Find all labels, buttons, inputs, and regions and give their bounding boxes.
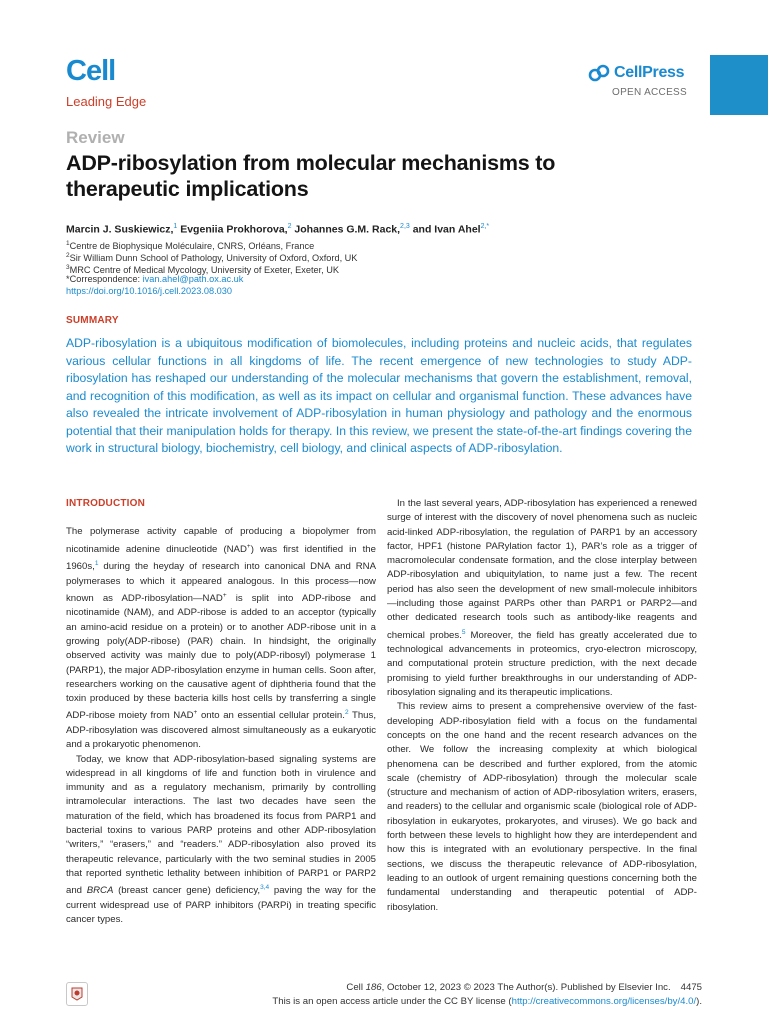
body-paragraph: The polymerase activity capable of producing a biopolymer from nicotinamide adenine dinucleotide (NAD+) was first identified in the 1960s,$^1$ during the heyday of research into canonical DNA and RNA polymerases to which it appeared analogous. In this process—now known as ADP-ribosylation—NAD+ is split into ADP-ribose and nicotinamide (NAM), and ADP-ribose is added to an acceptor (typically an amino-acid residue on a protein) or to another ADP-ribose unit in a growing poly(ADP-ribose) (PAR) chain. In hindsight, the originally observed activity was mainly due to poly(ADP-ribosyl) polymerase 1 (PARP1), the major ADP-ribosylation enzyme in human cells. Soon after, researchers working on the causative agent of diphtheria found that the toxin produced by these bacteria kills host cells by transferring a single ADP-ribose moiety from NAD+ onto an essential cellular protein.$^2$ Thus, ADP-ribosylation was discovered almost simultaneously as a eukaryotic and a prokaryotic phenomenon. [66,526,377,751]
license-text-end: ). [696,996,702,1007]
footer-volume: 186 [365,982,382,993]
check-for-updates-icon[interactable] [66,982,88,1006]
author-affil-ref[interactable]: 1 [173,223,178,230]
body-paragraph: This review aims to present a comprehensive overview of the fast-developing ADP-ribosylation field with a focus on the fundamental concepts on the one hand and the recent research advances on the other. We follow the increasing complexity at which biological phenomena can be described and further explored, from the atomic scale (chemistry of ADP-ribosylation) through the molecular scale (structure and mechanism of action of ADP-ribosylation writers, erasers, and readers) to the cellular and organismic scale (biological role of ADP-ribosylation in eukaryotes, prokaryotes, and viruses). We go back and forth between these levels to highlight how they are interdependent and how this is integrated with an evolutionary perspective. In the final sections, we discuss the therapeutic relevance of ADP-ribosylation, leading to an outlook of urgent remaining questions concerning both the fundamental understanding and therapeutic potential of ADP-ribosylation. [387,701,697,913]
publisher-name: CellPress [614,64,685,81]
section-label: Leading Edge [66,94,147,109]
author-name: Evgeniia Prokhorova, [180,223,288,236]
cellpress-logo-icon [588,64,610,82]
author-name: Marcin J. Suskiewicz, [66,223,174,236]
affiliation-text: MRC Centre of Medical Mycology, University of Exeter, Exeter, UK [69,265,340,276]
license-text: This is an open access article under the CC BY license ( [272,996,512,1007]
body-paragraph: Today, we know that ADP-ribosylation-based signaling systems are widespread in all kingdoms of life and function both in virulence and immunity and as a regulatory mechanism, primarily by controlling intramolecular interactions. The last two decades have seen the maturation of the field, which has broadened its focus from PARP1 and bacterial toxins to various PARP proteins and other ADP-ribosylation “writers,” “erasers,” and “readers.” ADP-ribosylation also proved its therapeutic relevance, particularly with the two seminal studies in 2005 that reported synthetic lethality between inhibition of PARP1 or PARP2 and BRCA (breast cancer gene) deficiency,$^{3,4}$ paving the way for the current widespread use of PARP inhibitors (PARPi) in treating specific cancer types. [66,753,376,925]
open-access-label: OPEN ACCESS [612,87,687,98]
correspondence-label: *Correspondence: [66,274,143,284]
citation-ref[interactable]: 2 [344,709,349,717]
author-name: and Ivan Ahel [412,223,481,236]
publisher-logo[interactable] [588,64,684,82]
article-title: ADP-ribosylation from molecular mechanisms to therapeutic implications [66,151,556,201]
affiliation-number: 3 [66,264,70,271]
license-footer [272,996,702,1007]
affiliation-text: Sir William Dunn School of Pathology, University of Oxford, Oxford, UK [69,253,358,264]
page-number: 4475 [680,982,702,993]
footer-copyright: , October 12, 2023 © 2023 The Author(s). Published by Elsevier Inc. [381,982,671,993]
summary-heading: SUMMARY [66,315,119,326]
author-affil-ref[interactable]: 2,3 [400,223,410,230]
author-affil-ref[interactable]: 2,* [480,223,490,230]
summary-text: ADP-ribosylation is a ubiquitous modification of biomolecules, including proteins and nucleic acids, that regulates various cellular functions in all kingdoms of life. The recent emergence of new technologies to study ADP-ribosylation has reshaped our understanding of the molecular mechanisms that govern the establishment, removal, and recognition of this modification, as well as its impact on cellular and organismal function. These advances have also revealed the intricate involvement of ADP-ribosylation in human physiology and pathology and the enormous potential that their manipulation holds for therapy. In this review, we present the state-of-the-art findings covering the work in structural biology, biochemistry, cell biology, and clinical aspects of ADP-ribosylation. [66,336,692,455]
citation-ref[interactable]: 5 [461,628,466,636]
author-affil-ref[interactable]: 2 [287,223,292,230]
body-column-right [387,497,697,915]
author-name: Johannes G.M. Rack, [294,223,401,236]
article-type: Review [66,128,125,147]
affiliation-number: 1 [66,240,70,247]
affiliation-text: Centre de Biophysique Moléculaire, CNRS, Orléans, France [69,241,315,252]
correspondence-email-link[interactable]: ivan.ahel@path.ox.ac.uk [142,274,244,284]
introduction-heading: INTRODUCTION [66,498,146,509]
body-column-left [66,497,376,927]
side-color-tab [710,55,768,115]
body-paragraph: In the last several years, ADP-ribosylation has experienced a renewed surge of interest with the discovery of novel phenomena such as nucleic acid-linked ADP-ribosylation, the regulation of PARP1 by an accessory factor, HPF1 (histone PARylation factor 1), PAR’s role as a trigger of macromolecular condensate formation, and the close interplay between ADP-ribosylation and ubiquitylation, to name just a few. The recent period has also seen the development of new small-molecule inhibitors—including those against PARPs other than PARP1 or PARP2—and other dedicated research tools such as antibody-like reagents and chemical probes.$^5$ Moreover, the field has greatly accelerated due to technological advancements in proteomics, cryo-electron microscopy, and computational protein structure prediction, with the next decade promising to yield further breakthroughs in our understanding of ADP-ribosylation signaling and its therapeutic implications. [387,498,697,699]
license-link[interactable]: http://creativecommons.org/licenses/by/4.0/ [511,996,697,1007]
footer-journal: Cell [346,982,366,993]
citation-ref[interactable]: 3,4 [260,884,270,892]
citation-ref[interactable]: 1 [94,560,99,568]
affiliation-number: 2 [66,252,70,259]
author-list [66,223,489,236]
journal-logo: Cell [66,55,116,87]
doi-link[interactable]: https://doi.org/10.1016/j.cell.2023.08.030 [66,286,233,296]
doi-line [66,285,232,298]
check-for-updates-graphic [70,986,84,1002]
citation-footer [346,982,702,993]
